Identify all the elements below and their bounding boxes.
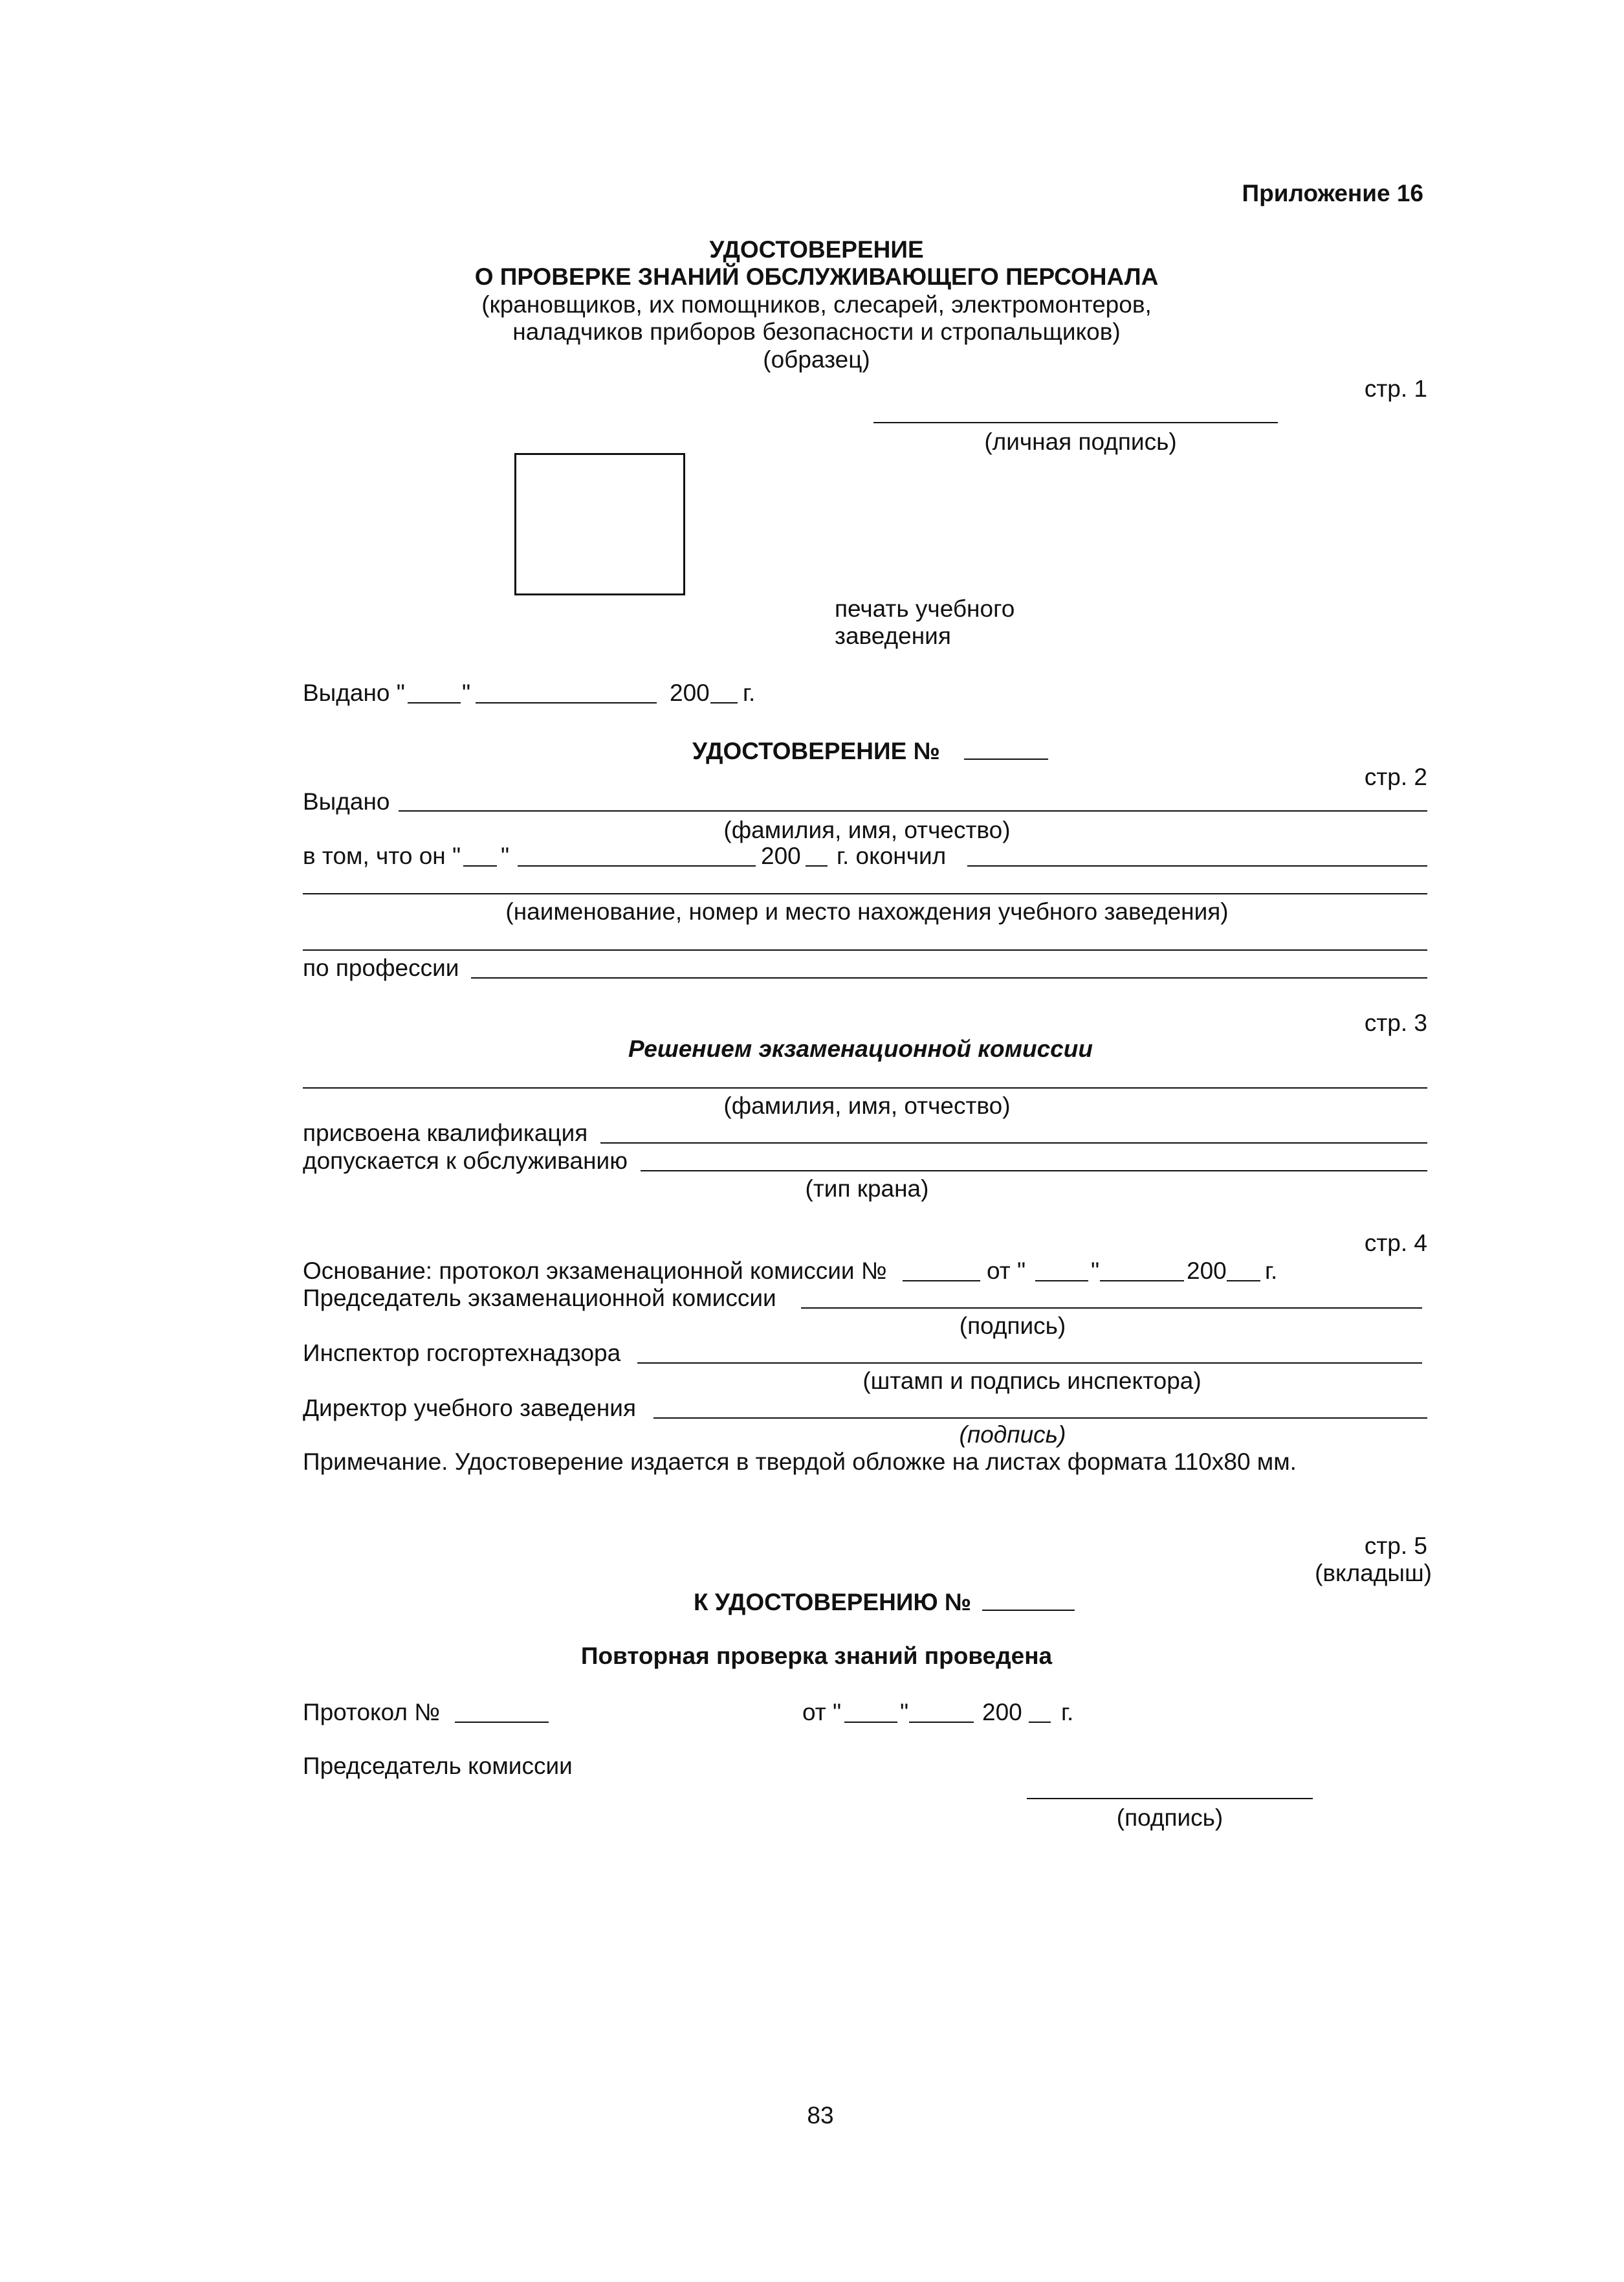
commission-chairman-signature-field[interactable] bbox=[1027, 1798, 1313, 1799]
protocol-from-label: от " bbox=[802, 1699, 842, 1725]
inspector-caption: (штамп и подпись инспектора) bbox=[862, 1368, 1202, 1394]
recheck-heading: Повторная проверка знаний проведена bbox=[580, 1643, 1053, 1669]
profession-field[interactable] bbox=[471, 977, 1427, 979]
format-note: Примечание. Удостоверение издается в твердой обложке на листах формата 110x80 мм. bbox=[303, 1448, 1297, 1475]
basis-from-label: от " bbox=[987, 1257, 1026, 1284]
insert-certificate-number-field[interactable] bbox=[982, 1610, 1075, 1611]
protocol-year-label: 200 bbox=[982, 1699, 1022, 1725]
appendix-label: Приложение 16 bbox=[1242, 180, 1423, 206]
crane-service-label: допускается к обслуживанию bbox=[303, 1147, 628, 1174]
page-2-label: стр. 2 bbox=[1364, 764, 1427, 790]
page-number: 83 bbox=[807, 2102, 834, 2129]
issued-year-field[interactable] bbox=[710, 702, 738, 703]
page-3-label: стр. 3 bbox=[1364, 1010, 1427, 1036]
full-name-caption: (фамилия, имя, отчество) bbox=[723, 817, 1011, 843]
protocol-day-field[interactable] bbox=[844, 1722, 897, 1723]
insert-certificate-heading: К УДОСТОВЕРЕНИЮ № bbox=[694, 1589, 972, 1615]
certificate-number-heading: УДОСТОВЕРЕНИЕ № bbox=[692, 738, 940, 764]
personal-signature-line bbox=[873, 422, 1278, 423]
title-staff-line-2: наладчиков приборов безопасности и стропальщиков) bbox=[512, 318, 1121, 345]
graduated-year-field[interactable] bbox=[806, 865, 828, 867]
photo-frame bbox=[514, 453, 685, 595]
graduated-label: в том, что он " bbox=[303, 843, 461, 869]
school-field[interactable] bbox=[967, 865, 1427, 867]
crane-type-caption: (тип крана) bbox=[805, 1175, 929, 1202]
basis-month-field[interactable] bbox=[1100, 1280, 1184, 1281]
school-field-continued[interactable] bbox=[303, 893, 1427, 894]
issued-day-quote: " bbox=[462, 680, 471, 706]
basis-year-field[interactable] bbox=[1227, 1280, 1260, 1281]
decision-full-name-field[interactable] bbox=[303, 1087, 1427, 1089]
stamp-caption-line-2: заведения bbox=[835, 623, 951, 649]
graduated-day-quote: " bbox=[501, 843, 510, 869]
school-field-extra[interactable] bbox=[303, 949, 1427, 951]
basis-year-label: 200 bbox=[1187, 1257, 1227, 1284]
basis-year-suffix: г. bbox=[1265, 1257, 1278, 1284]
protocol-year-suffix: г. bbox=[1061, 1699, 1074, 1725]
protocol-label: Протокол № bbox=[303, 1699, 440, 1725]
commission-chairman-signature-caption: (подпись) bbox=[1116, 1804, 1223, 1831]
issued-to-label: Выдано bbox=[303, 788, 390, 815]
chairman-signature-field[interactable] bbox=[801, 1307, 1422, 1309]
graduated-year-label: 200 bbox=[761, 843, 801, 869]
decision-full-name-caption: (фамилия, имя, отчество) bbox=[723, 1092, 1011, 1119]
basis-protocol-label: Основание: протокол экзаменационной комиссии № bbox=[303, 1257, 887, 1284]
page-4-label: стр. 4 bbox=[1364, 1230, 1427, 1256]
certificate-number-field[interactable] bbox=[964, 759, 1048, 760]
director-signature-caption: (подпись) bbox=[959, 1421, 1066, 1448]
qualification-field[interactable] bbox=[600, 1142, 1427, 1144]
issued-day-field[interactable] bbox=[408, 702, 461, 703]
personal-signature-caption: (личная подпись) bbox=[984, 428, 1177, 455]
issued-month-field[interactable] bbox=[476, 702, 657, 703]
page-1-label: стр. 1 bbox=[1364, 375, 1427, 402]
inspector-signature-field[interactable] bbox=[637, 1362, 1422, 1364]
director-label: Директор учебного заведения bbox=[303, 1395, 636, 1421]
crane-type-field[interactable] bbox=[641, 1170, 1427, 1171]
full-name-field[interactable] bbox=[399, 810, 1427, 812]
graduated-month-field[interactable] bbox=[518, 865, 756, 867]
protocol-day-quote: " bbox=[900, 1699, 909, 1725]
issued-date-label: Выдано " bbox=[303, 680, 405, 706]
page-5-label: стр. 5 bbox=[1364, 1533, 1427, 1559]
basis-protocol-number-field[interactable] bbox=[903, 1280, 980, 1281]
stamp-caption-line-1: печать учебного bbox=[835, 595, 1015, 622]
protocol-number-field[interactable] bbox=[455, 1722, 549, 1723]
document-subtitle: О ПРОВЕРКЕ ЗНАНИЙ ОБСЛУЖИВАЮЩЕГО ПЕРСОНАЛА bbox=[474, 263, 1159, 290]
basis-day-field[interactable] bbox=[1035, 1280, 1088, 1281]
profession-label: по профессии bbox=[303, 955, 459, 981]
chairman-label: Председатель экзаменационной комиссии bbox=[303, 1285, 776, 1311]
inspector-label: Инспектор госгортехнадзора bbox=[303, 1340, 621, 1366]
commission-chairman-label: Председатель комиссии bbox=[303, 1753, 573, 1779]
school-caption: (наименование, номер и место нахождения учебного заведения) bbox=[505, 898, 1229, 925]
graduated-day-field[interactable] bbox=[463, 865, 497, 867]
protocol-year-field[interactable] bbox=[1029, 1722, 1051, 1723]
issued-year-suffix: г. bbox=[743, 680, 756, 706]
protocol-month-field[interactable] bbox=[909, 1722, 974, 1723]
chairman-signature-caption: (подпись) bbox=[959, 1313, 1066, 1339]
insert-label: (вкладыш) bbox=[1315, 1560, 1432, 1586]
issued-year-label: 200 bbox=[670, 680, 710, 706]
commission-decision-heading: Решением экзаменационной комиссии bbox=[628, 1036, 1093, 1062]
title-staff-line: (крановщиков, их помощников, слесарей, электромонтеров, bbox=[481, 291, 1152, 318]
document-title: УДОСТОВЕРЕНИЕ bbox=[709, 236, 924, 263]
graduated-year-suffix: г. окончил bbox=[837, 843, 947, 869]
qualification-label: присвоена квалификация bbox=[303, 1120, 588, 1146]
director-signature-field[interactable] bbox=[653, 1417, 1427, 1419]
basis-day-quote: " bbox=[1091, 1257, 1100, 1284]
title-sample-note: (образец) bbox=[763, 346, 870, 373]
